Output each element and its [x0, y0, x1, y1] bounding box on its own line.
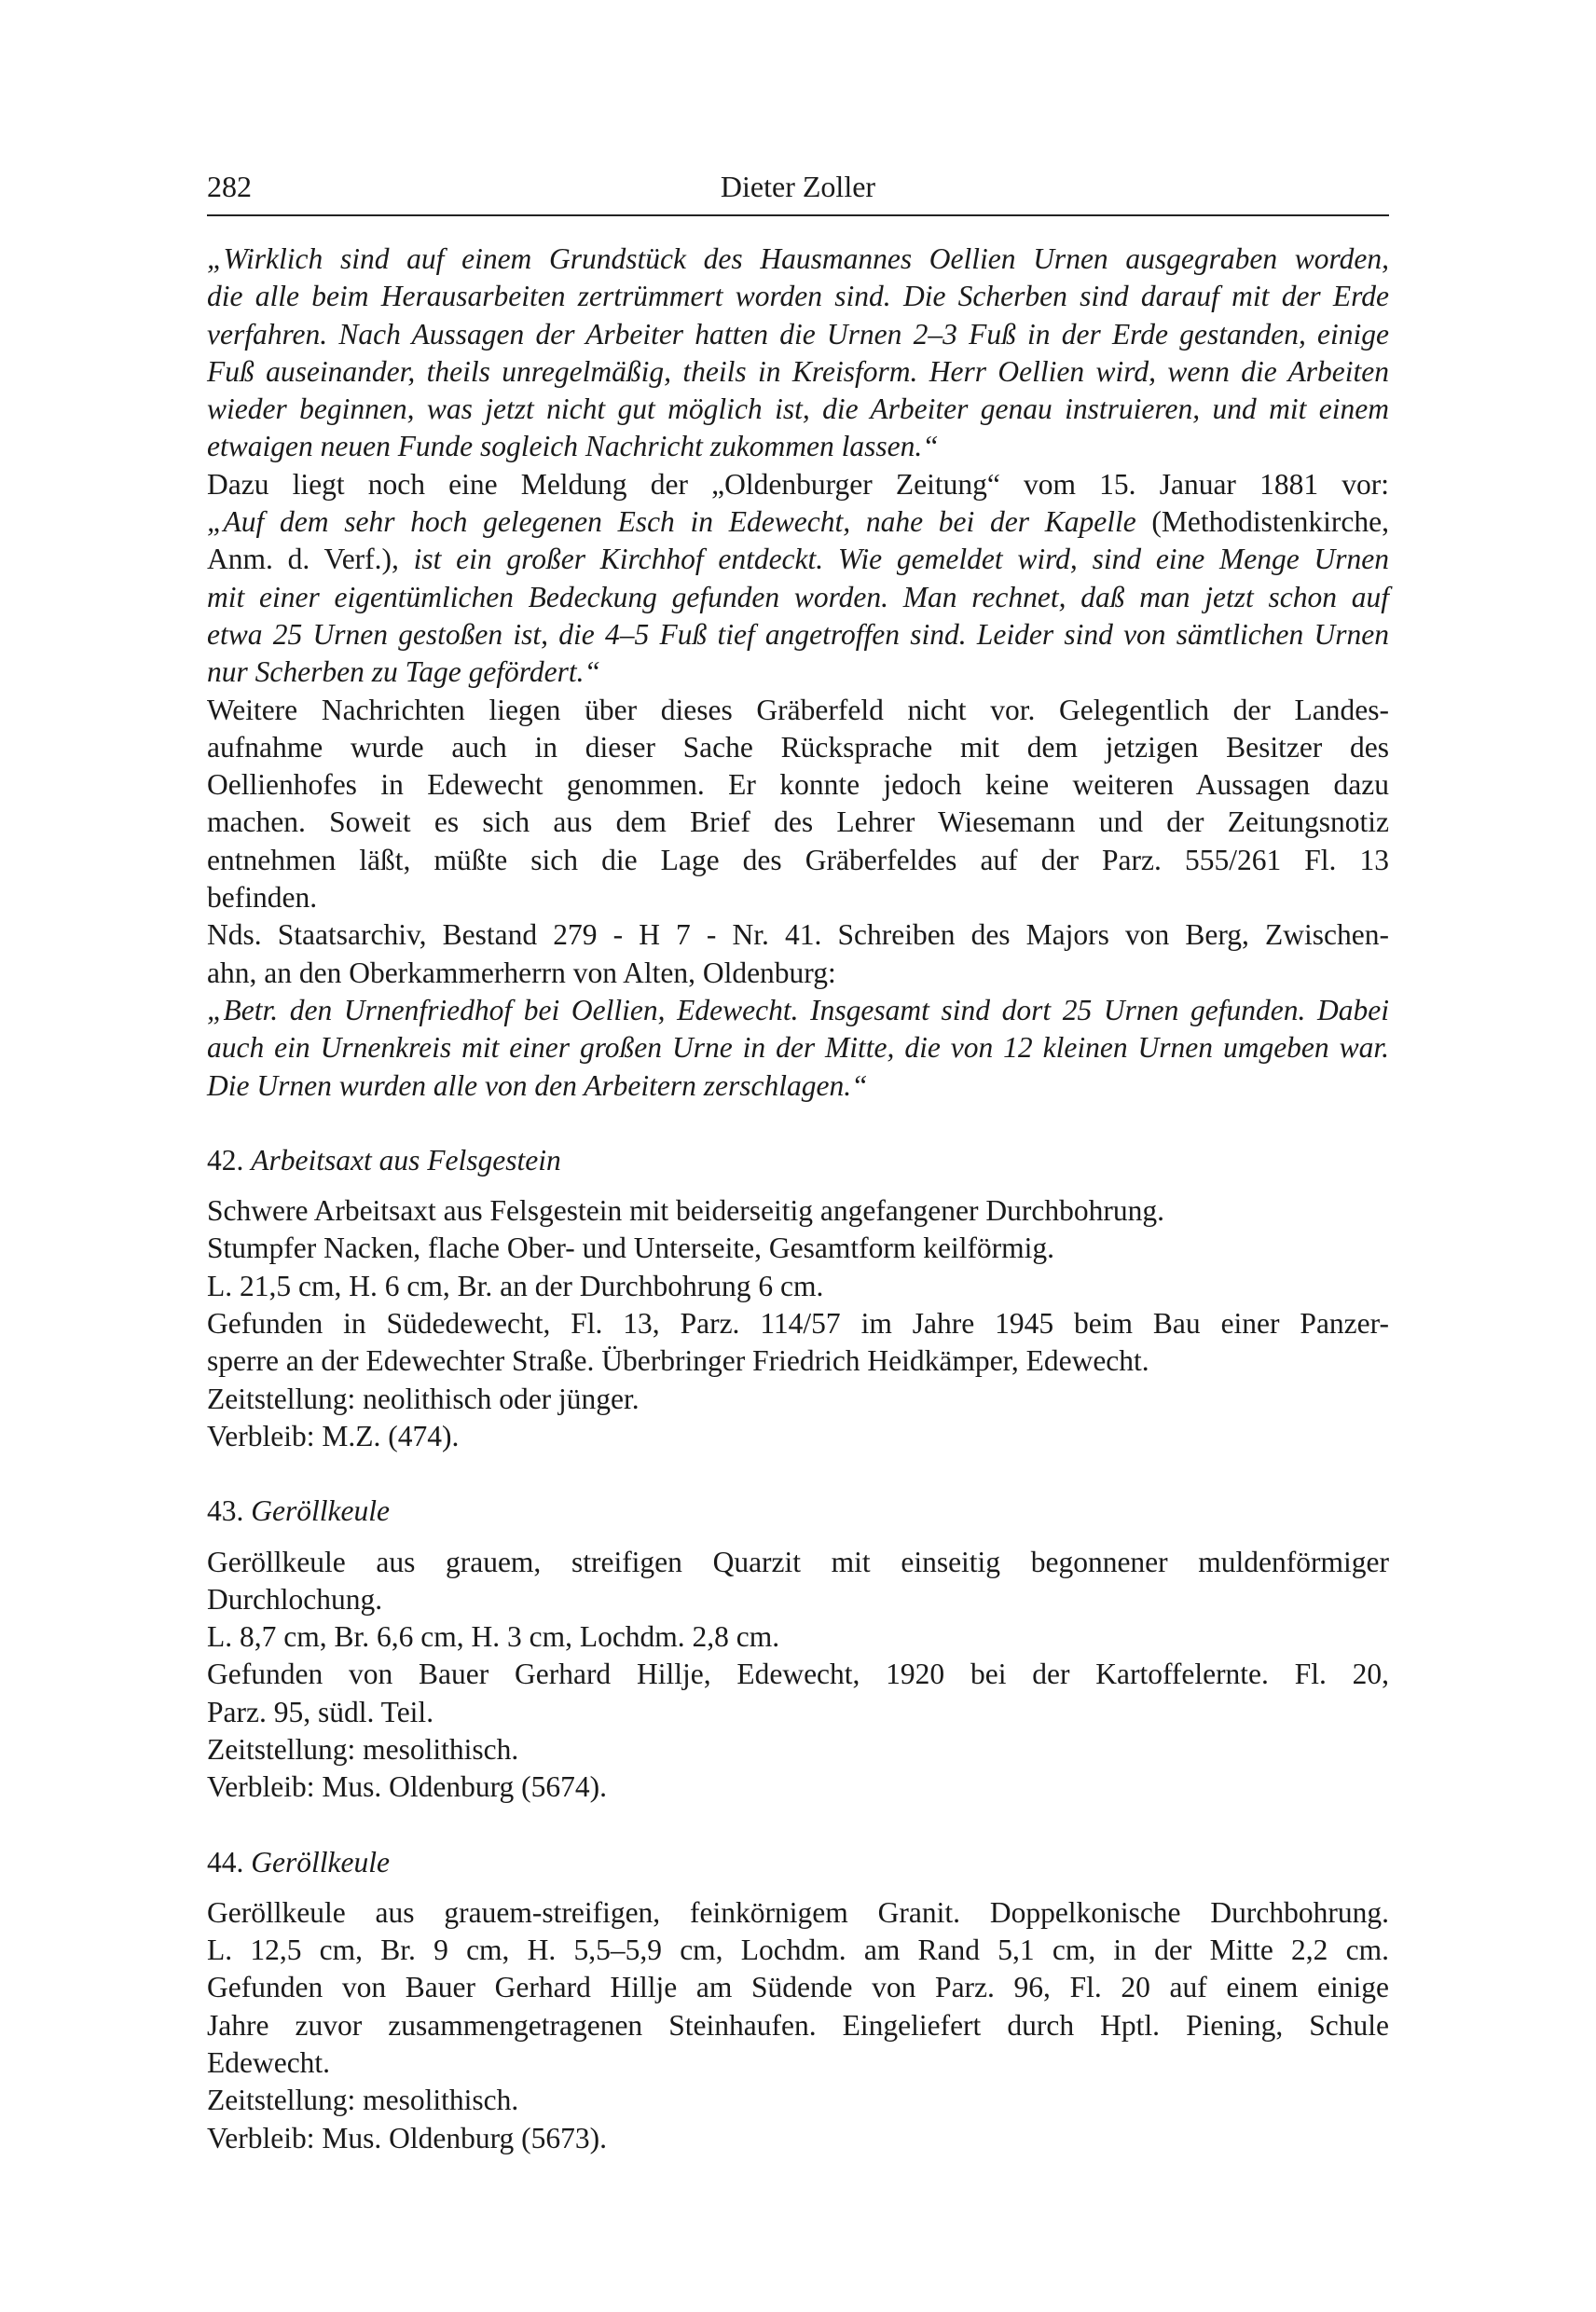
entry-heading	[207, 1493, 1389, 1530]
text-line: mit einer eigentümlichen Bedeckung gefunden worden. Man rechnet, daß man jetzt schon auf	[207, 580, 1389, 613]
body-paragraph	[207, 692, 1389, 917]
text-line: Geröllkeule aus grauem, streifigen Quarzit mit einseitig begonnener muldenförmiger	[207, 1545, 1389, 1578]
text-line: verfahren. Nach Aussagen der Arbeiter hatten die Urnen 2–3 Fuß in der Erde gestanden, einige	[207, 317, 1389, 351]
text-line: Weitere Nachrichten liegen über dieses Gräberfeld nicht vor. Gelegentlich der Landes-	[207, 693, 1389, 726]
catalog-entry	[207, 1493, 1389, 1806]
text-line: Gefunden in Südedewecht, Fl. 13, Parz. 114/57 im Jahre 1945 beim Bau einer Panzer-	[207, 1307, 1389, 1341]
main-text	[207, 241, 1389, 2157]
quote-letter	[207, 241, 1389, 466]
entry-heading	[207, 1142, 1389, 1179]
text-line: Durchlochung.	[207, 1582, 383, 1616]
text-line: Zeitstellung: mesolithisch.	[207, 2084, 519, 2117]
archive-reference	[207, 916, 1389, 992]
text-line: Verbleib: M.Z. (474).	[207, 1419, 460, 1452]
text-line: L. 21,5 cm, H. 6 cm, Br. an der Durchbohrung 6 cm.	[207, 1269, 824, 1302]
text-line: Die Urnen wurden alle von den Arbeitern zerschlagen.“	[207, 1068, 868, 1102]
text-line: ahn, an den Oberkammerherrn von Alten, Oldenburg:	[207, 956, 836, 989]
catalog-entry	[207, 1142, 1389, 1455]
text-line: etwaigen neuen Funde sogleich Nachricht zukommen lassen.“	[207, 430, 939, 463]
text-line: Fuß auseinander, theils unregelmäßig, theils in Kreisform. Herr Oellien wird, wenn die Arbeiten	[207, 354, 1389, 388]
entry-number: 42.	[207, 1143, 244, 1177]
text-line: befinden.	[207, 881, 318, 915]
text-line: wieder beginnen, was jetzt nicht gut möglich ist, die Arbeiter genau instruieren, und mit einem	[207, 392, 1389, 426]
quote-archive	[207, 992, 1389, 1105]
entry-heading	[207, 1844, 1389, 1881]
text-line: L. 12,5 cm, Br. 9 cm, H. 5,5–5,9 cm, Lochdm. am Rand 5,1 cm, in der Mitte 2,2 cm.	[207, 1934, 1389, 1967]
text-line: Dazu liegt noch eine Meldung der „Oldenburger Zeitung“ vom 15. Januar 1881 vor:	[207, 467, 1389, 501]
entry-number: 44.	[207, 1845, 244, 1878]
page-header	[207, 170, 1389, 216]
text-line: Geröllkeule aus grauem-streifigen, feinkörnigem Granit. Doppelkonische Durchbohrung.	[207, 1895, 1389, 1929]
text-line: Oellienhofes in Edewecht genommen. Er konnte jedoch keine weiteren Aussagen dazu	[207, 768, 1389, 802]
quote-fragment: „Auf dem sehr hoch gelegenen Esch in Edewecht, nahe bei der Kapelle	[207, 505, 1136, 539]
text-line: Nds. Staatsarchiv, Bestand 279 - H 7 - Nr. 41. Schreiben des Majors von Berg, Zwischen-	[207, 918, 1389, 952]
text-line: die alle beim Herausarbeiten zertrümmert worden sind. Die Scherben sind darauf mit der Erde	[207, 280, 1389, 313]
text-line: Verbleib: Mus. Oldenburg (5673).	[207, 2121, 607, 2154]
text-line: Parz. 95, südl. Teil.	[207, 1695, 434, 1728]
text-line: etwa 25 Urnen gestoßen ist, die 4–5 Fuß tief angetroffen sind. Leider sind von sämtlichen Urnen	[207, 617, 1389, 651]
text-line: Zeitstellung: neolithisch oder jünger.	[207, 1382, 640, 1415]
text-line: nur Scherben zu Tage gefördert.“	[207, 655, 601, 689]
text-line: aufnahme wurde auch in dieser Sache Rücksprache mit dem jetzigen Besitzer des	[207, 730, 1389, 764]
text-line: Gefunden von Bauer Gerhard Hillje, Edewecht, 1920 bei der Kartoffelernte. Fl. 20,	[207, 1658, 1389, 1691]
entry-title: Geröllkeule	[251, 1494, 390, 1528]
editor-note: (Methodistenkirche,	[1135, 505, 1389, 539]
catalog-entry	[207, 1844, 1389, 2157]
page-number: 282	[207, 170, 252, 203]
running-head: Dieter Zoller	[720, 170, 876, 203]
text-line: „Wirklich sind auf einem Grundstück des Hausmannes Oellien Urnen ausgegraben worden,	[207, 242, 1389, 275]
text-line	[207, 503, 1389, 541]
text-line: sperre an der Edewechter Straße. Überbringer Friedrich Heidkämper, Edewecht.	[207, 1344, 1149, 1378]
text-line: Gefunden von Bauer Gerhard Hillje am Südende von Parz. 96, Fl. 20 auf einem einige	[207, 1971, 1389, 2004]
text-line	[207, 541, 1389, 578]
text-line: Stumpfer Nacken, flache Ober- und Unterseite, Gesamtform keilförmig.	[207, 1232, 1055, 1265]
entry-title: Geröllkeule	[251, 1845, 390, 1878]
newspaper-note	[207, 466, 1389, 692]
text-line: entnehmen läßt, müßte sich die Lage des Gräberfeldes auf der Parz. 555/261 Fl. 13	[207, 843, 1389, 876]
text-line: Zeitstellung: mesolithisch.	[207, 1732, 519, 1766]
text-line: Verbleib: Mus. Oldenburg (5674).	[207, 1770, 607, 1804]
quote-fragment: , ist ein großer Kirchhof entdeckt. Wie gemeldet wird, sind eine Menge Urnen	[392, 543, 1389, 576]
editor-note: Anm. d. Verf.)	[207, 543, 392, 576]
text-line: machen. Soweit es sich aus dem Brief des Lehrer Wiesemann und der Zeitungsnotiz	[207, 805, 1389, 839]
entry-title: Arbeitsaxt aus Felsgestein	[251, 1143, 561, 1177]
text-line: L. 8,7 cm, Br. 6,6 cm, H. 3 cm, Lochdm. 2,8 cm.	[207, 1620, 780, 1654]
text-line: Edewecht.	[207, 2046, 331, 2080]
catalog-entries	[207, 1142, 1389, 2157]
text-line: Jahre zuvor zusammengetragenen Steinhaufen. Eingeliefert durch Hptl. Piening, Schule	[207, 2008, 1389, 2042]
entry-number: 43.	[207, 1494, 244, 1528]
text-line: auch ein Urnenkreis mit einer großen Urne in der Mitte, die von 12 kleinen Urnen umgeben war.	[207, 1031, 1389, 1065]
text-line: Schwere Arbeitsaxt aus Felsgestein mit beiderseitig angefangener Durchbohrung.	[207, 1194, 1164, 1228]
text-line: „Betr. den Urnenfriedhof bei Oellien, Edewecht. Insgesamt sind dort 25 Urnen gefunden. Dabei	[207, 993, 1389, 1026]
